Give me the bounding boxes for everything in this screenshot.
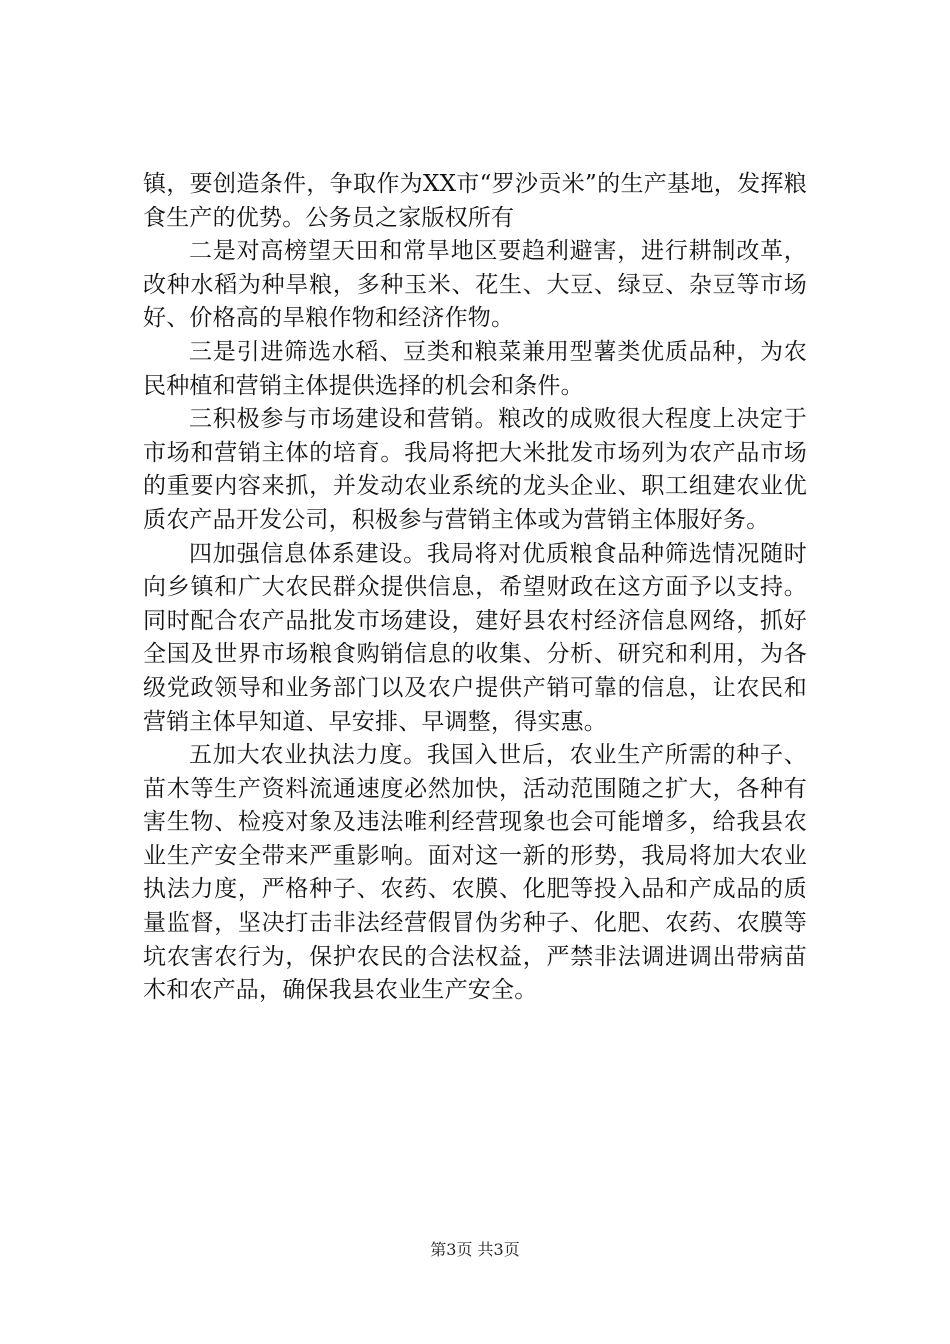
paragraph-4: 三积极参与市场建设和营销。粮改的成败很大程度上决定于市场和营销主体的培育。我局将把大米批发市场列为农产品市场的重要内容来抓，并发动农业系统的龙头企业、职工组建农业优质农产品开发公司，积极参与营销主体或为营销主体服好务。 <box>143 406 807 533</box>
document-body <box>143 168 807 1008</box>
paragraph-6: 五加大农业执法力度。我国入世后，农业生产所需的种子、苗木等生产资料流通速度必然加快，活动范围随之扩大，各种有害生物、检疫对象及违法唯利经营现象也会可能增多，给我县农业生产安全带来严重影响。面对这一新的形势，我局将加大农业执法力度，严格种子、农药、农膜、化肥等投入品和产成品的质量监督，坚决打击非法经营假冒伪劣种子、化肥、农药、农膜等坑农害农行为，保护农民的合法权益，严禁非法调进调出带病苗木和农产品，确保我县农业生产安全。 <box>143 742 807 1004</box>
paragraph-1: 镇，要创造条件，争取作为XX市“罗沙贡米”的生产基地，发挥粮食生产的优势。公务员之家版权所有 <box>143 171 807 231</box>
page-number-footer: 第3页 共3页 <box>430 1240 520 1259</box>
paragraph-3: 三是引进筛选水稻、豆类和粮菜兼用型薯类优质品种，为农民种植和营销主体提供选择的机会和条件。 <box>143 338 807 399</box>
paragraph-2: 二是对高榜望天田和常旱地区要趋利避害，进行耕制改革，改种水稻为种旱粮，多种玉米、花生、大豆、绿豆、杂豆等市场好、价格高的旱粮作物和经济作物。 <box>143 238 807 332</box>
paragraph-5: 四加强信息体系建设。我局将对优质粮食品种筛选情况随时向乡镇和广大农民群众提供信息，希望财政在这方面予以支持。同时配合农产品批发市场建设，建好县农村经济信息网络，抓好全国及世界市场粮食购销信息的收集、分析、研究和利用，为各级党政领导和业务部门以及农户提供产销可靠的信息，让农民和营销主体早知道、早安排、早调整，得实惠。 <box>143 540 807 735</box>
